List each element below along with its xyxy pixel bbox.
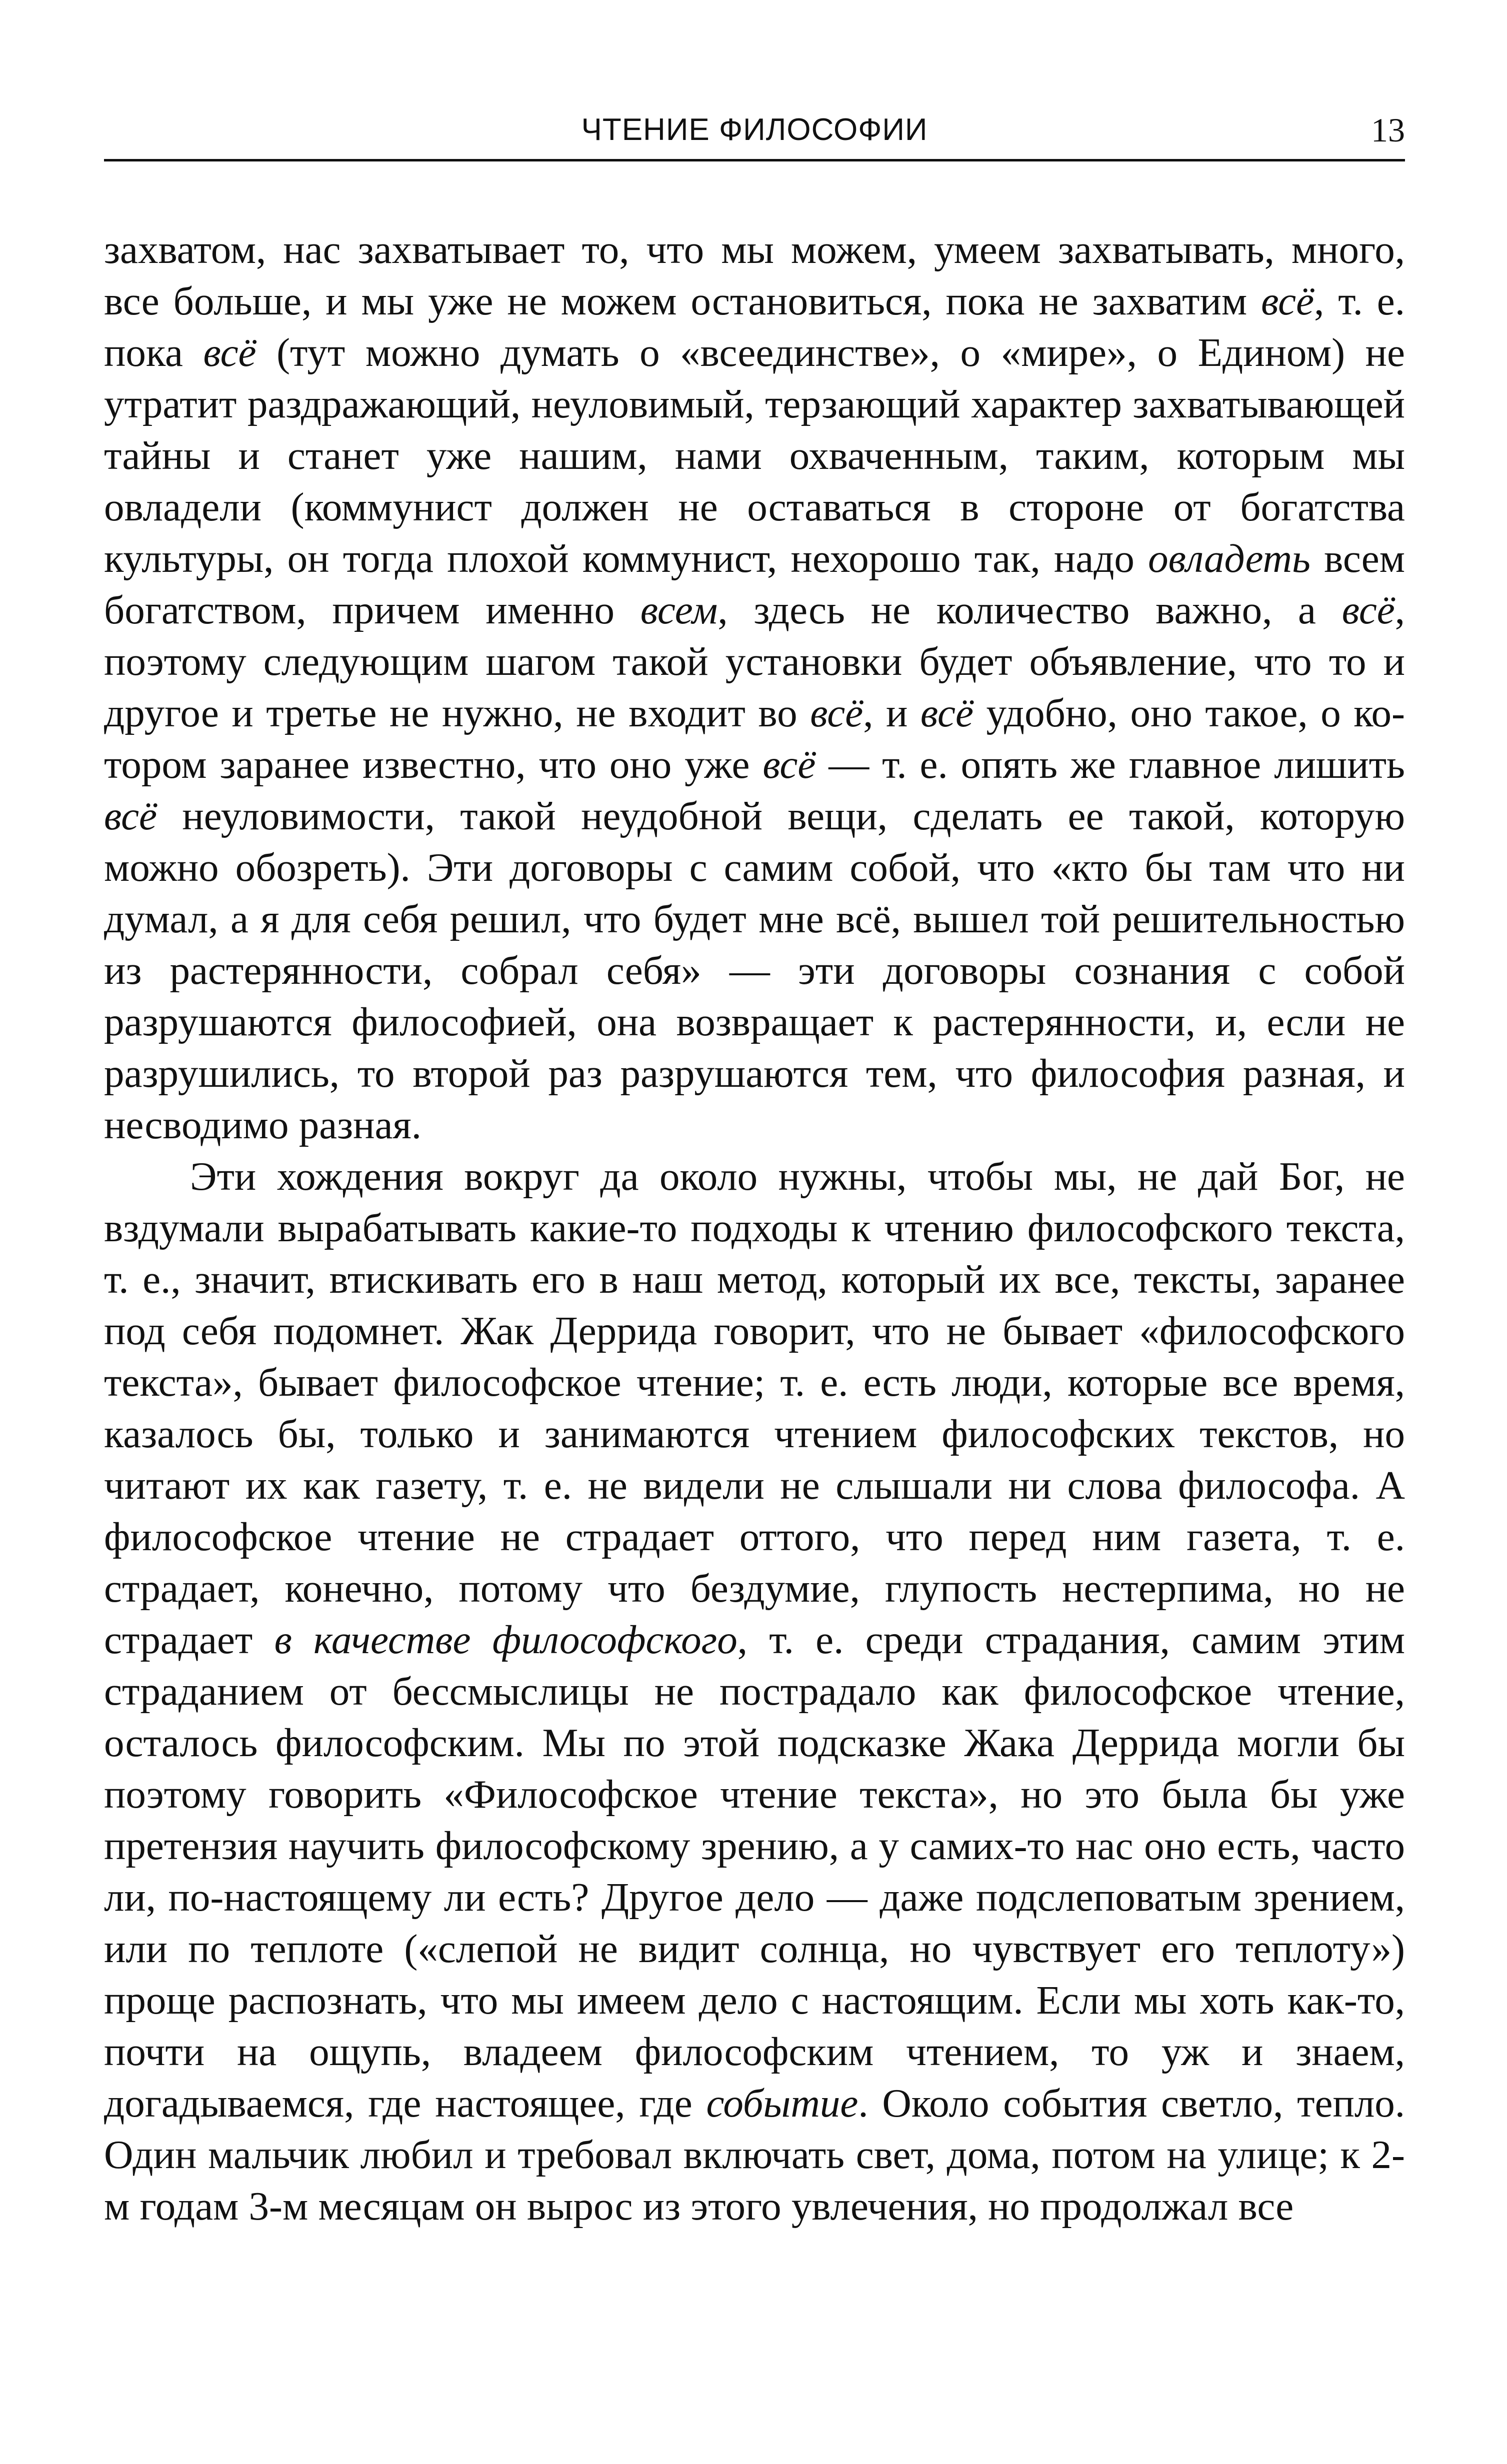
italic-run: в качестве философского [274, 1617, 738, 1662]
text-run: , т. е. пока [104, 278, 1405, 375]
text-run: удобно, оно такое, о котором заранее известно, что оно уже [104, 690, 1405, 787]
header-rule [104, 159, 1405, 161]
italic-run: всё [104, 793, 157, 838]
text-run: , и [863, 690, 920, 735]
running-head [104, 105, 1405, 155]
italic-run: всё [920, 690, 974, 735]
italic-run: всё [1261, 278, 1314, 323]
paragraph-1 [104, 224, 1405, 1151]
italic-run: всё [1342, 587, 1395, 632]
body-text [104, 224, 1405, 2232]
paragraph-2 [104, 1151, 1405, 2232]
italic-run: всё [762, 742, 816, 787]
italic-run: всё [810, 690, 864, 735]
running-title: ЧТЕНИЕ ФИЛОСОФИИ [581, 112, 928, 147]
text-run: Эти хождения вокруг да около нужны, чтобы мы, не дай Бог, не вздумали вырабатывать какие-то подходы к чтению философского текста, т. е., значит, втискивать его в наш метод, который их все, тексты, заранее под себя подомнет. Жак Деррида говорит, что не бывает «философского текста», бывает философское чтение; т. е. есть люди, которые все время, казалось бы, только и занимаются чтением философских текстов, но читают их как газету, т. е. не видели не слышали ни слова философа. А философское чтение не страдает оттого, что перед ним газета, т. е. страдает, конечно, потому что бездумие, глупость нестерпима, но не страдает [104, 1154, 1405, 1662]
italic-run: всё [203, 330, 256, 375]
text-run: захватом, нас захватывает то, что мы можем, умеем захватывать, много, все больше, и мы уже не можем остановиться, пока не захватим [104, 227, 1405, 323]
text-run: — т. е. опять же главное лишить [816, 742, 1405, 787]
italic-run: событие [706, 2081, 858, 2126]
text-run: всем богатством, причем именно [104, 536, 1406, 632]
text-run: неуловимости, такой неудобной вещи, сделать ее такой, которую можно обозреть). Эти договоры с самим собой, что «кто бы там что ни думал, а я для себя решил, что будет мне всё, вышел той решительностью из растерянности, собрал себя» — эти договоры сознания с собой разрушаются философией, она возвращает к растерянности, и, если не разрушились, то второй раз разрушаются тем, что философия разная, и несводимо разная. [104, 793, 1405, 1147]
text-run: (тут можно думать о «всеединстве», о «мире», о Едином) не утратит раздражающий, неуловимый, терзающий характер захватывающей тайны и станет уже нашим, нами охваченным, таким, которым мы овладели (коммунист должен не оставаться в стороне от богатства культуры, он тогда плохой коммунист, нехорошо так, надо [104, 330, 1405, 581]
text-run: , т. е. среди страдания, самим этим страданием от бессмыслицы не пострадало как философское чтение, осталось философским. Мы по этой подсказке Жака Деррида могли бы поэтому говорить «Философское чтение текста», но это была бы уже претензия научить философскому зрению, а у самих-то нас оно есть, часто ли, по-настоящему ли есть? Другое дело — даже подслеповатым зрением, или по теплоте («слепой не видит солнца, но чувствует его теплоту») проще распознать, что мы имеем дело с настоящим. Если мы хоть как-то, почти на ощупь, владеем философским чтением, то уж и знаем, догадываемся, где настоящее, где [104, 1617, 1405, 2126]
text-run: , здесь не количество важно, а [718, 587, 1342, 632]
italic-run: овладеть [1148, 536, 1310, 581]
text-run: , поэтому следующим шагом такой установки будет объявление, что то и другое и третье не нужно, не входит во [104, 587, 1405, 735]
italic-run: всем [640, 587, 718, 632]
text-run: . Около события светло, тепло. Один мальчик любил и требовал включать свет, дома, потом на улице; к 2-м годам 3-м месяцам он вырос из этого увлечения, но продолжал все [104, 2081, 1405, 2229]
page-number: 13 [1371, 111, 1405, 149]
